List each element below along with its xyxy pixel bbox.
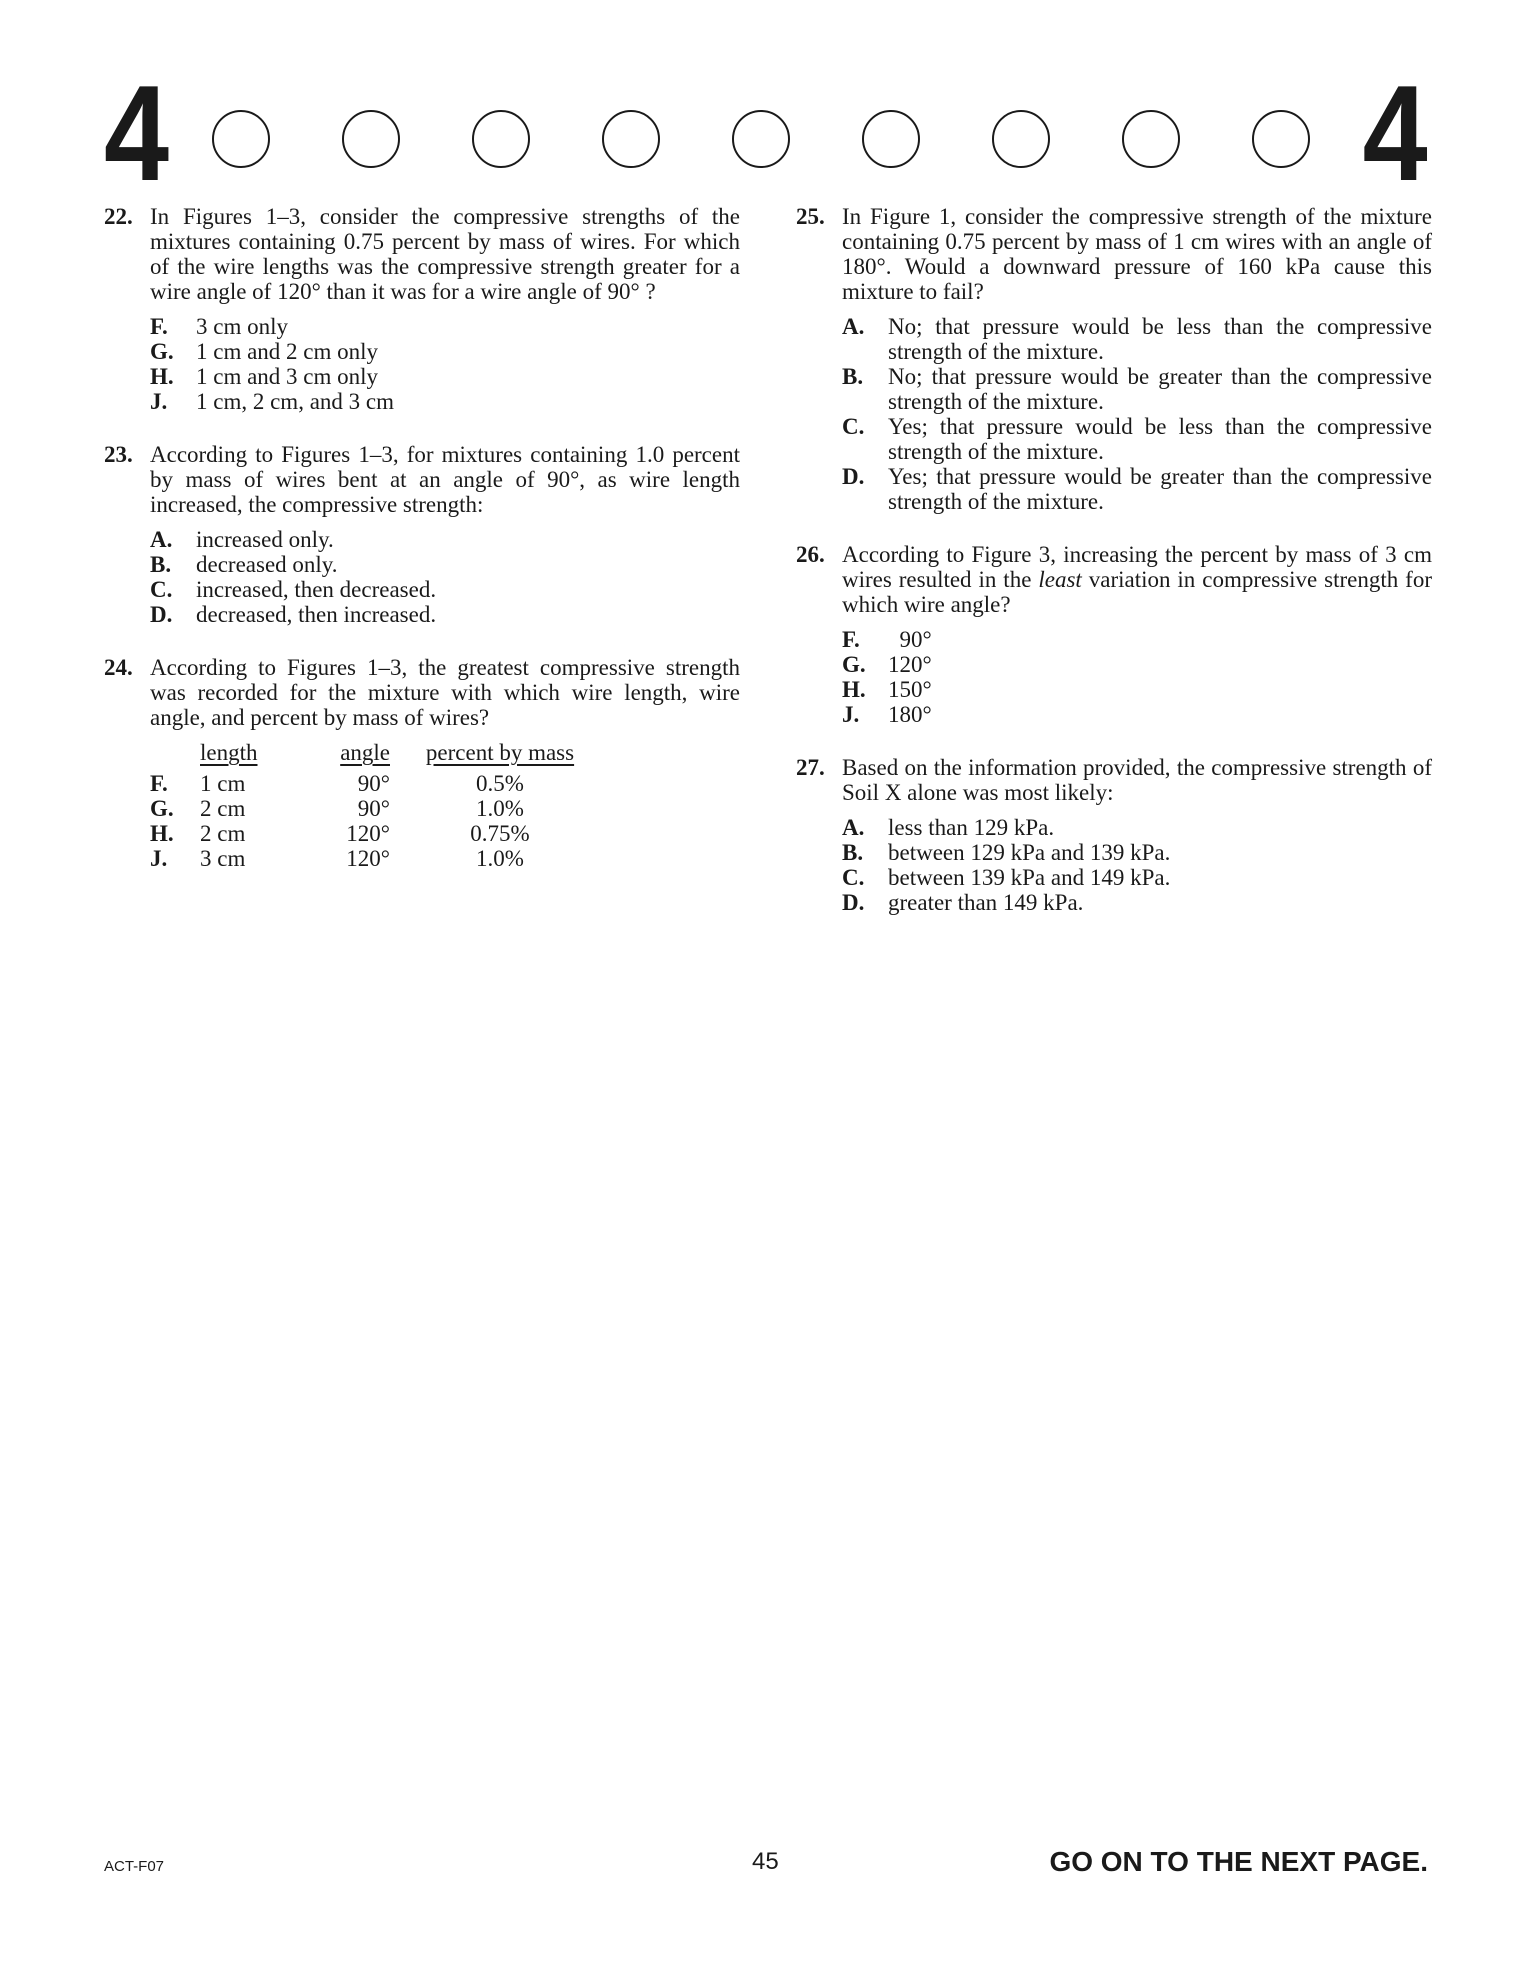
cell-percent: 1.0% bbox=[476, 846, 524, 871]
option-letter: B. bbox=[842, 840, 864, 865]
answer-option[interactable] bbox=[842, 815, 1432, 840]
table-row[interactable] bbox=[150, 796, 610, 821]
circle-decoration bbox=[732, 110, 790, 168]
option-text: increased, then decreased. bbox=[196, 577, 437, 602]
section-header bbox=[104, 57, 1428, 209]
option-text: less than 129 kPa. bbox=[888, 815, 1055, 840]
circle-decoration bbox=[1122, 110, 1180, 168]
table-header-angle: angle bbox=[340, 740, 390, 765]
option-letter: C. bbox=[842, 865, 865, 890]
answer-option[interactable] bbox=[842, 314, 1432, 364]
option-text: increased only. bbox=[196, 527, 334, 552]
option-text: between 129 kPa and 139 kPa. bbox=[888, 840, 1171, 865]
option-letter: F. bbox=[150, 314, 168, 339]
option-letter: B. bbox=[150, 552, 172, 577]
section-number-right: 4 bbox=[1362, 57, 1428, 209]
table-row[interactable] bbox=[150, 771, 610, 796]
option-text: 1 cm and 3 cm only bbox=[196, 364, 379, 389]
circle-decoration bbox=[212, 110, 270, 168]
circle-decoration bbox=[992, 110, 1050, 168]
question-stem bbox=[842, 542, 1432, 617]
question-number: 27. bbox=[796, 755, 825, 780]
option-letter: H. bbox=[842, 677, 866, 702]
circle-decoration bbox=[472, 110, 530, 168]
circle-decoration bbox=[1252, 110, 1310, 168]
option-text: Yes; that pressure would be greater than the compressive strength of the mixture. bbox=[888, 464, 1432, 514]
option-letter: J. bbox=[842, 702, 860, 727]
answer-option[interactable] bbox=[842, 464, 1432, 514]
answer-options bbox=[842, 815, 1432, 915]
cell-percent: 1.0% bbox=[476, 796, 524, 821]
answer-option[interactable] bbox=[842, 890, 1432, 915]
cell-length: 1 cm bbox=[200, 771, 246, 796]
question-stem: In Figures 1–3, consider the compressive strengths of the mixtures containing 0.75 percent by mass of wires. For which of the wire lengths was the compressive strength greater for a wire angle of 120° than it was for a wire angle of 90° ? bbox=[150, 204, 740, 304]
question-number: 22. bbox=[104, 204, 133, 229]
option-letter: D. bbox=[150, 602, 173, 627]
stem-text: According to Figure 3, increasing the percent by mass of 3 cm wires resulted in the bbox=[842, 542, 1432, 592]
option-letter: C. bbox=[150, 577, 173, 602]
question-22 bbox=[104, 204, 740, 414]
answer-option[interactable] bbox=[842, 677, 1432, 702]
circle-decoration bbox=[862, 110, 920, 168]
answer-option[interactable] bbox=[150, 339, 740, 364]
answer-table bbox=[150, 740, 610, 871]
question-number: 25. bbox=[796, 204, 825, 229]
answer-options bbox=[842, 627, 1432, 727]
option-letter: A. bbox=[150, 527, 173, 552]
option-letter: J. bbox=[150, 389, 168, 414]
question-27 bbox=[796, 755, 1432, 915]
header-circles bbox=[212, 110, 1362, 172]
answer-option[interactable] bbox=[150, 602, 740, 627]
answer-option[interactable] bbox=[842, 627, 1432, 652]
option-text: 180° bbox=[888, 702, 932, 727]
section-number-left: 4 bbox=[104, 57, 170, 209]
option-letter: A. bbox=[842, 314, 865, 339]
option-letter: A. bbox=[842, 815, 865, 840]
question-26 bbox=[796, 542, 1432, 727]
cell-percent: 0.5% bbox=[476, 771, 524, 796]
table-header-percent: percent by mass bbox=[425, 740, 575, 765]
option-text: greater than 149 kPa. bbox=[888, 890, 1084, 915]
page-number: 45 bbox=[752, 1848, 779, 1875]
answer-option[interactable] bbox=[842, 865, 1432, 890]
option-text: No; that pressure would be less than the compressive strength of the mixture. bbox=[888, 314, 1432, 364]
stem-text: variation in compressive strength for which wire angle? bbox=[842, 567, 1432, 617]
answer-options bbox=[842, 314, 1432, 514]
option-text: decreased only. bbox=[196, 552, 338, 577]
option-letter: G. bbox=[150, 796, 174, 821]
table-row[interactable] bbox=[150, 821, 610, 846]
right-column bbox=[796, 204, 1432, 943]
option-letter: G. bbox=[842, 652, 866, 677]
option-text: 150° bbox=[888, 677, 932, 702]
option-text: 90° bbox=[888, 627, 932, 652]
question-stem: Based on the information provided, the compressive strength of Soil X alone was most likely: bbox=[842, 755, 1432, 805]
option-letter: D. bbox=[842, 890, 865, 915]
question-number: 26. bbox=[796, 542, 825, 567]
question-number: 24. bbox=[104, 655, 133, 680]
option-letter: F. bbox=[842, 627, 860, 652]
option-letter: J. bbox=[150, 846, 168, 871]
circle-decoration bbox=[602, 110, 660, 168]
circle-decoration bbox=[342, 110, 400, 168]
cell-angle: 90° bbox=[357, 796, 390, 821]
option-text: Yes; that pressure would be less than the compressive strength of the mixture. bbox=[888, 414, 1432, 464]
stem-emphasis: least bbox=[1038, 567, 1082, 592]
cell-length: 2 cm bbox=[200, 796, 246, 821]
option-text: 120° bbox=[888, 652, 932, 677]
table-header-blank bbox=[150, 740, 196, 771]
option-letter: D. bbox=[842, 464, 865, 489]
option-text: 3 cm only bbox=[196, 314, 288, 339]
cell-length: 2 cm bbox=[200, 821, 246, 846]
option-text: decreased, then increased. bbox=[196, 602, 437, 627]
option-letter: B. bbox=[842, 364, 864, 389]
answer-option[interactable] bbox=[842, 840, 1432, 865]
question-24 bbox=[104, 655, 740, 871]
table-row[interactable] bbox=[150, 846, 610, 871]
question-stem: In Figure 1, consider the compressive strength of the mixture containing 0.75 percent by mass of 1 cm wires with an angle of 180°. Would a downward pressure of 160 kPa cause this mixture to fail? bbox=[842, 204, 1432, 304]
cell-length: 3 cm bbox=[200, 846, 246, 871]
answer-option[interactable] bbox=[842, 364, 1432, 414]
answer-options bbox=[150, 314, 740, 414]
table-header-length: length bbox=[200, 740, 258, 765]
option-text: between 139 kPa and 149 kPa. bbox=[888, 865, 1171, 890]
question-stem: According to Figures 1–3, for mixtures containing 1.0 percent by mass of wires bent at an angle of 90°, as wire length increased, the compressive strength: bbox=[150, 442, 740, 517]
form-code: ACT-F07 bbox=[104, 1858, 165, 1875]
question-23 bbox=[104, 442, 740, 627]
answer-option[interactable] bbox=[150, 389, 740, 414]
answer-option[interactable] bbox=[842, 414, 1432, 464]
answer-option[interactable] bbox=[150, 527, 740, 552]
option-letter: G. bbox=[150, 339, 174, 364]
cell-angle: 120° bbox=[346, 821, 390, 846]
go-on-notice: GO ON TO THE NEXT PAGE. bbox=[1049, 1846, 1428, 1877]
cell-angle: 120° bbox=[346, 846, 390, 871]
question-stem: According to Figures 1–3, the greatest compressive strength was recorded for the mixture with which wire length, wire angle, and percent by mass of wires? bbox=[150, 655, 740, 730]
answer-options bbox=[150, 527, 740, 627]
answer-option[interactable] bbox=[150, 314, 740, 339]
answer-option[interactable] bbox=[150, 364, 740, 389]
answer-option[interactable] bbox=[150, 552, 740, 577]
question-number: 23. bbox=[104, 442, 133, 467]
cell-percent: 0.75% bbox=[470, 821, 530, 846]
option-text: No; that pressure would be greater than the compressive strength of the mixture. bbox=[888, 364, 1432, 414]
option-letter: F. bbox=[150, 771, 168, 796]
option-text: 1 cm, 2 cm, and 3 cm bbox=[196, 389, 395, 414]
answer-option[interactable] bbox=[150, 577, 740, 602]
answer-option[interactable] bbox=[842, 652, 1432, 677]
answer-option[interactable] bbox=[842, 702, 1432, 727]
option-letter: C. bbox=[842, 414, 865, 439]
left-column bbox=[104, 204, 740, 899]
option-text: 1 cm and 2 cm only bbox=[196, 339, 379, 364]
cell-angle: 90° bbox=[357, 771, 390, 796]
option-letter: H. bbox=[150, 821, 174, 846]
option-letter: H. bbox=[150, 364, 174, 389]
question-25 bbox=[796, 204, 1432, 514]
